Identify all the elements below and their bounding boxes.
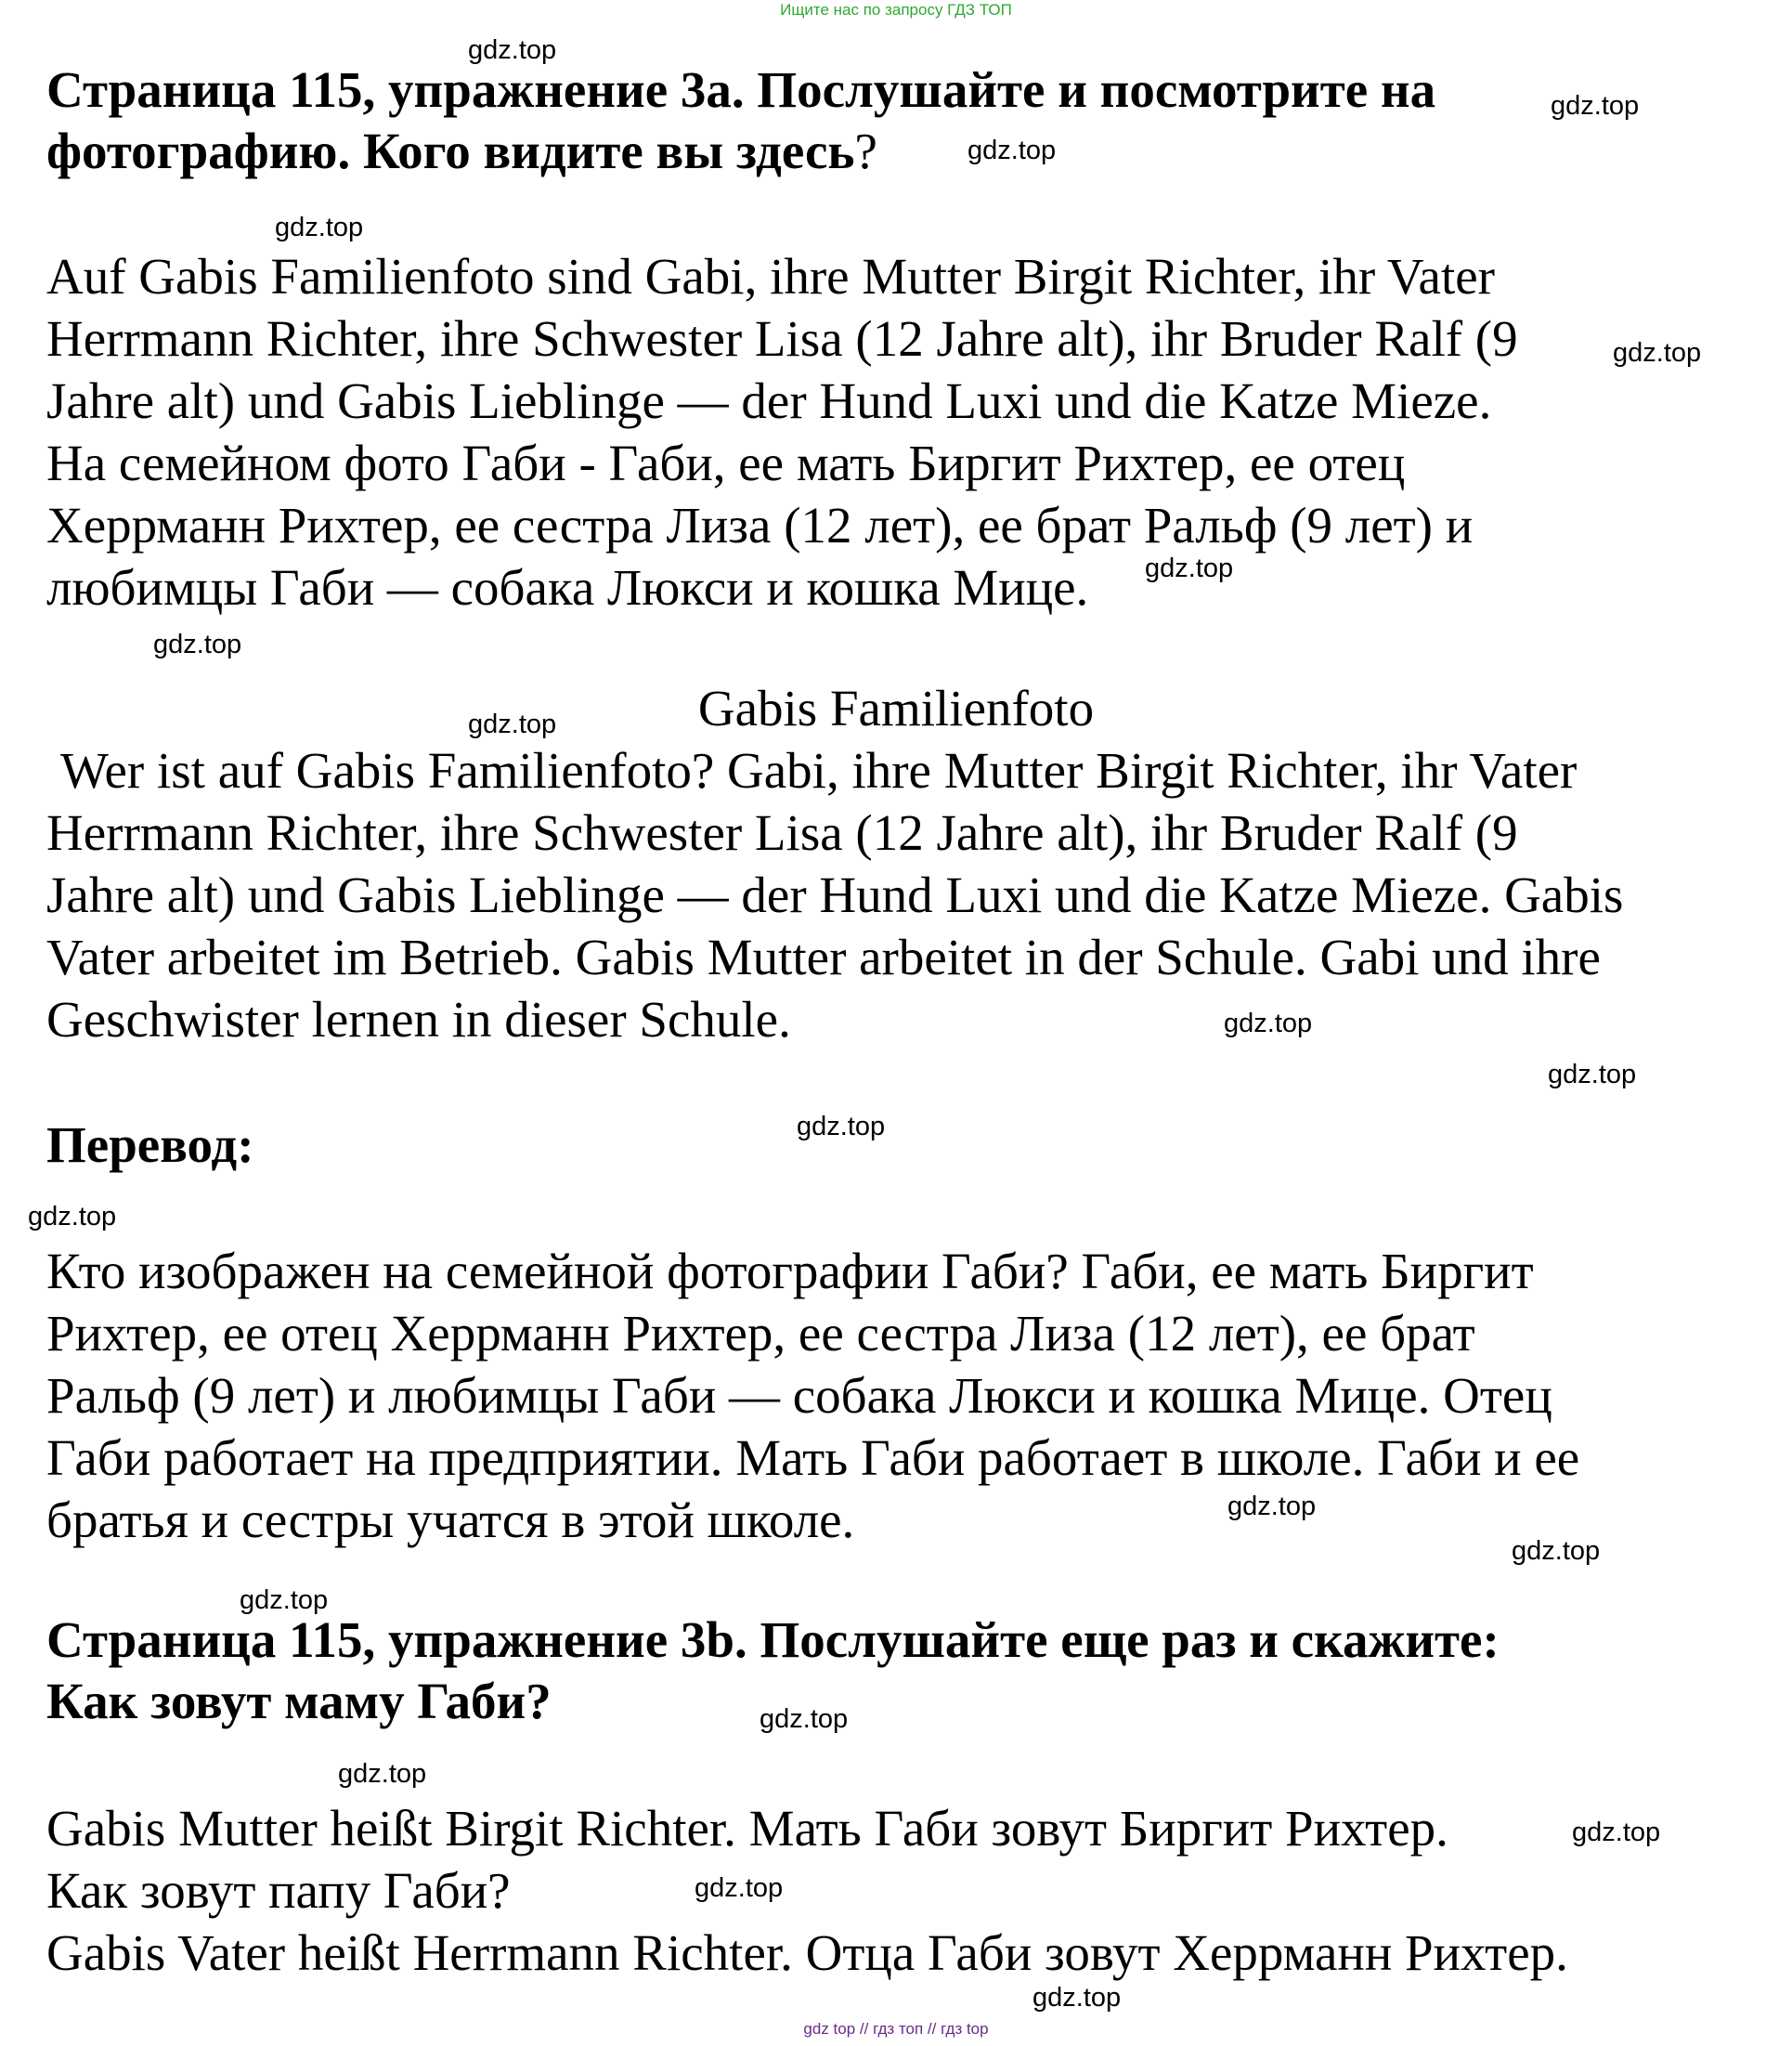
watermark: gdz.top (1032, 1983, 1122, 2013)
answer-line-3: Jahre alt) und Gabis Lieblinge — der Hund Luxi und die Katze Mieze. (46, 372, 1492, 429)
watermark: gdz.top (1551, 91, 1640, 121)
section-a-answer (46, 245, 1518, 619)
b-answer-line-3: Gabis Vater heißt Herrmann Richter. Отца Габи зовут Херрманн Рихтер. (46, 1924, 1568, 1981)
text-line-1: Wer ist auf Gabis Familienfoto? Gabi, ihre Mutter Birgit Richter, ihr Vater (60, 742, 1578, 799)
watermark: gdz.top (1572, 1818, 1661, 1847)
section-a-heading-line-1: Страница 115, упражнение 3а. Послушайте и посмотрите на (46, 61, 1436, 118)
translation-line-4: Габи работает на предприятии. Мать Габи работает в школе. Габи и ее (46, 1429, 1580, 1486)
watermark: gdz.top (967, 136, 1057, 165)
section-a-heading-line-2 (46, 121, 1435, 182)
watermark: gdz.top (1227, 1492, 1317, 1521)
top-banner: Ищите нас по запросу ГДЗ ТОП (780, 1, 1012, 19)
watermark: gdz.top (338, 1759, 427, 1789)
watermark: gdz.top (240, 1585, 329, 1615)
watermark: gdz.top (695, 1873, 784, 1903)
section-b-heading-line-1: Страница 115, упражнение 3b. Послушайте еще раз и скажите: (46, 1611, 1500, 1668)
b-answer-line-2: Как зовут папу Габи? (46, 1862, 511, 1919)
translation-line-1: Кто изображен на семейной фотографии Габи? Габи, ее мать Биргит (46, 1243, 1534, 1299)
text-line-4: Vater arbeitet im Betrieb. Gabis Mutter arbeitet in der Schule. Gabi und ihre (46, 929, 1601, 985)
text-line-5: Geschwister lernen in dieser Schule. (46, 991, 791, 1048)
footer: gdz top // гдз топ // гдз top (803, 2020, 989, 2038)
text-title: Gabis Familienfoto (697, 680, 1095, 736)
answer-line-5: Херрманн Рихтер, ее сестра Лиза (12 лет), ее брат Ральф (9 лет) и (46, 497, 1474, 554)
b-answer-line-1: Gabis Mutter heißt Birgit Richter. Мать Габи зовут Биргит Рихтер. (46, 1800, 1448, 1857)
section-b-heading-line-2: Как зовут маму Габи? (46, 1673, 552, 1729)
translation-heading: Перевод: (46, 1116, 254, 1173)
section-b-answer (46, 1797, 1568, 1984)
answer-line-4: На семейном фото Габи - Габи, ее мать Биргит Рихтер, ее отец (46, 435, 1406, 491)
watermark: gdz.top (153, 630, 242, 659)
section-a-text (46, 739, 1623, 1050)
watermark: gdz.top (1548, 1060, 1637, 1089)
watermark: gdz.top (468, 710, 557, 739)
section-a-heading (46, 59, 1435, 182)
watermark: gdz.top (797, 1112, 886, 1141)
text-line-2: Herrmann Richter, ihre Schwester Lisa (12 Jahre alt), ihr Bruder Ralf (9 (46, 804, 1518, 861)
translation-line-5: братья и сестры учатся в этой школе. (46, 1492, 855, 1548)
watermark: gdz.top (1145, 554, 1234, 583)
section-a-heading-qmark: ? (854, 123, 877, 179)
translation-text (46, 1240, 1579, 1551)
watermark: gdz.top (28, 1202, 117, 1232)
answer-line-2: Herrmann Richter, ihre Schwester Lisa (12 Jahre alt), ihr Bruder Ralf (9 (46, 310, 1518, 367)
answer-line-1: Auf Gabis Familienfoto sind Gabi, ihre Mutter Birgit Richter, ihr Vater (46, 248, 1495, 305)
watermark: gdz.top (1512, 1536, 1601, 1566)
watermark: gdz.top (1224, 1009, 1313, 1038)
watermark: gdz.top (760, 1704, 849, 1734)
watermark: gdz.top (275, 213, 364, 242)
answer-line-6: любимцы Габи — собака Люкси и кошка Мице. (46, 559, 1089, 616)
translation-line-3: Ральф (9 лет) и любимцы Габи — собака Люкси и кошка Мице. Отец (46, 1367, 1552, 1424)
watermark: gdz.top (1613, 338, 1702, 368)
watermark: gdz.top (468, 35, 557, 65)
translation-line-2: Рихтер, ее отец Херрманн Рихтер, ее сестра Лиза (12 лет), ее брат (46, 1305, 1475, 1362)
text-line-3: Jahre alt) und Gabis Lieblinge — der Hund Luxi und die Katze Mieze. Gabis (46, 867, 1624, 923)
section-a-heading-line-2-text: фотографию. Кого видите вы здесь (46, 123, 855, 179)
